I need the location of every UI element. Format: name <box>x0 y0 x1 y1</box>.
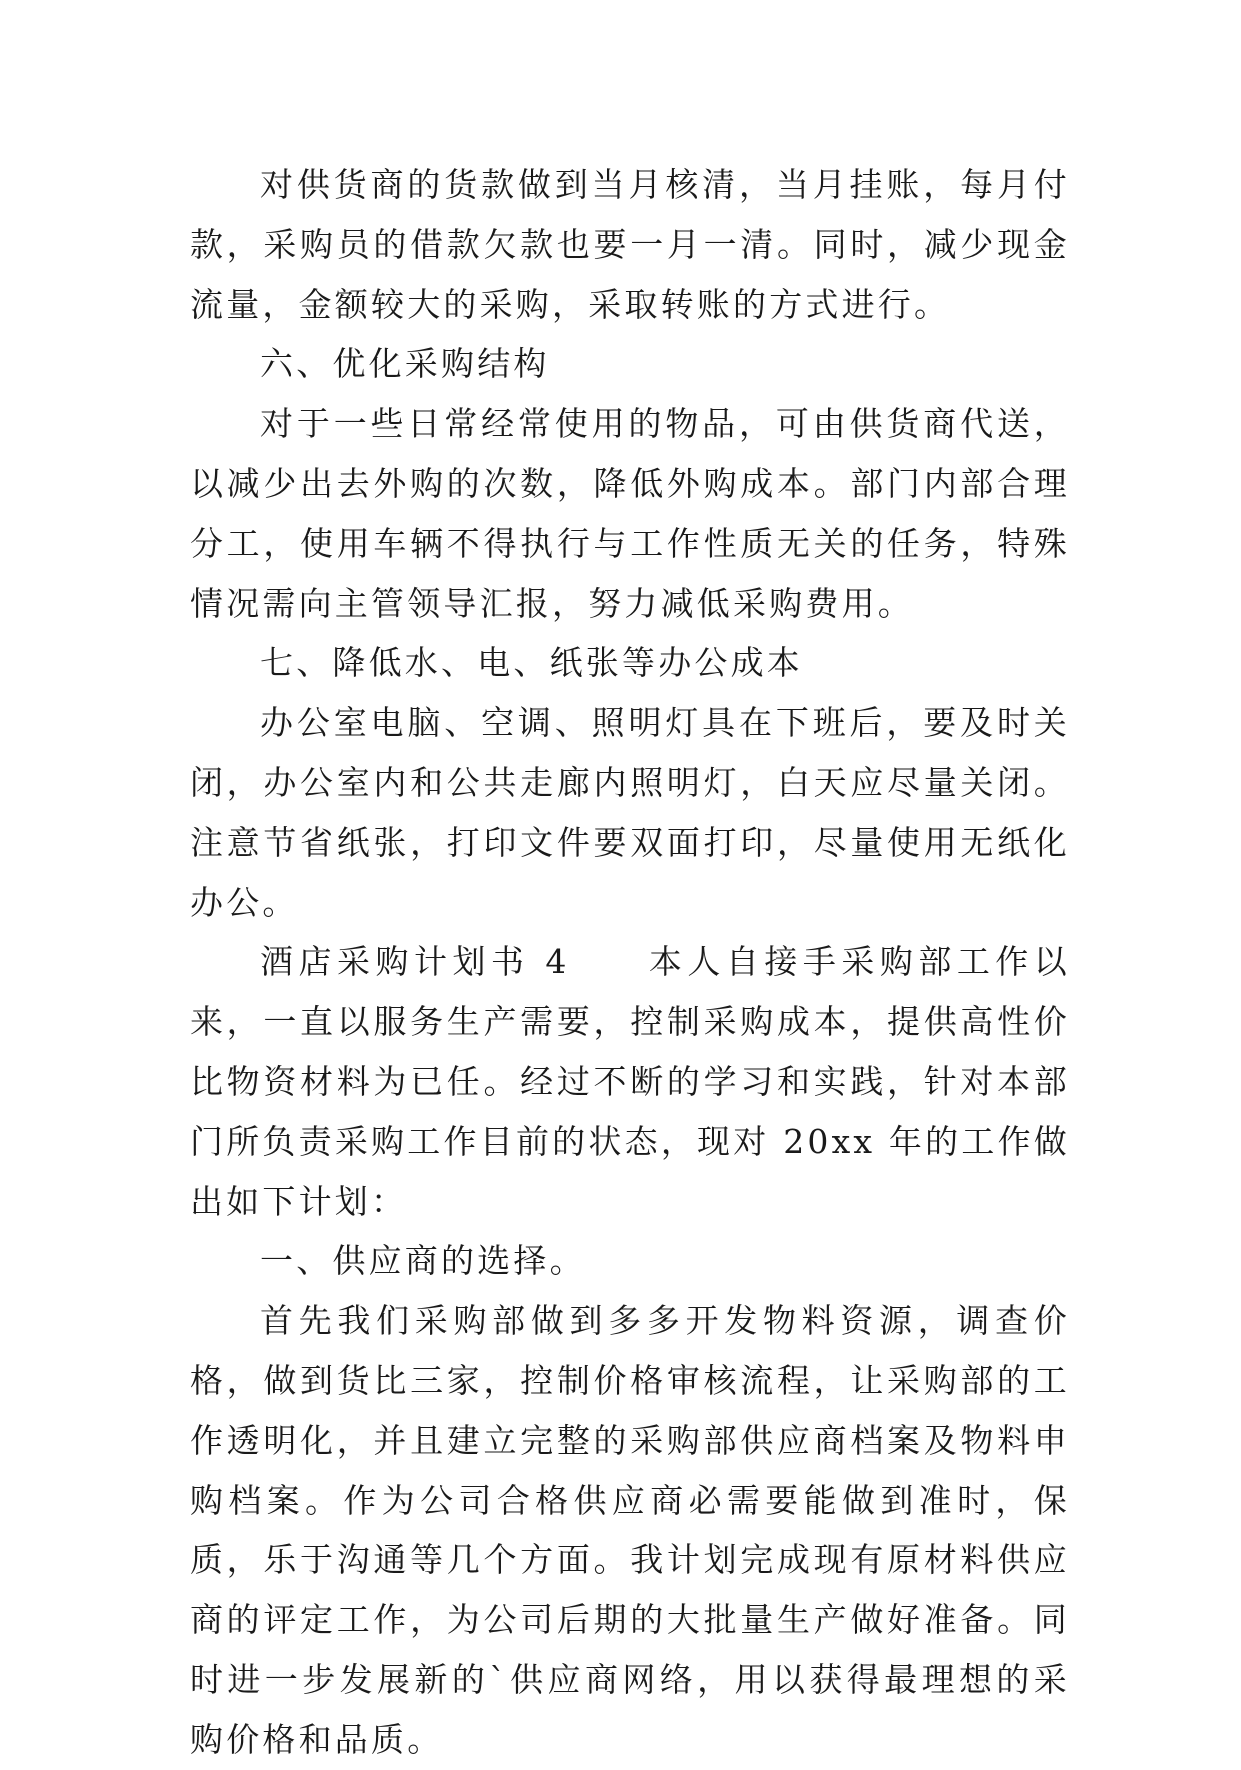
heading-reduce-office-costs: 七、降低水、电、纸张等办公成本 <box>260 643 803 683</box>
paragraph-office-energy: 办公室电脑、空调、照明灯具在下班后，要及时关闭，办公室内和公共走廊内照明灯，白天应尽量关闭。注意节省纸张，打印文件要双面打印，尽量使用无纸化办公。 <box>190 703 1070 922</box>
paragraph-payment-settlement: 对供货商的货款做到当月核清，当月挂账，每月付款，采购员的借款欠款也要一月一清。同时，减少现金流量，金额较大的采购，采取转账的方式进行。 <box>190 165 1070 324</box>
paragraph-supplier-development: 首先我们采购部做到多多开发物料资源，调查价格，做到货比三家，控制价格审核流程，让采购部的工作透明化，并且建立完整的采购部供应商档案及物料申购档案。作为公司合格供应商必需要能做到准时，保质，乐于沟通等几个方面。我计划完成现有原材料供应商的评定工作，为公司后期的大批量生产做好准备。同时进一步发展新的`供应商网络，用以获得最理想的采购价格和品质。 <box>190 1301 1070 1759</box>
heading-supplier-selection: 一、供应商的选择。 <box>260 1241 586 1281</box>
document-body <box>190 155 1070 1770</box>
paragraph-plan-intro: 酒店采购计划书 4 本人自接手采购部工作以来，一直以服务生产需要，控制采购成本，提供高性价比物资材料为已任。经过不断的学习和实践，针对本部门所负责采购工作目前的状态，现对 20xx 年的工作做出如下计划： <box>190 942 1070 1221</box>
paragraph-daily-items: 对于一些日常经常使用的物品，可由供货商代送，以减少出去外购的次数，降低外购成本。部门内部合理分工，使用车辆不得执行与工作性质无关的任务，特殊情况需向主管领导汇报，努力减低采购费用。 <box>190 404 1070 623</box>
heading-optimize-purchasing-structure: 六、优化采购结构 <box>260 344 550 384</box>
